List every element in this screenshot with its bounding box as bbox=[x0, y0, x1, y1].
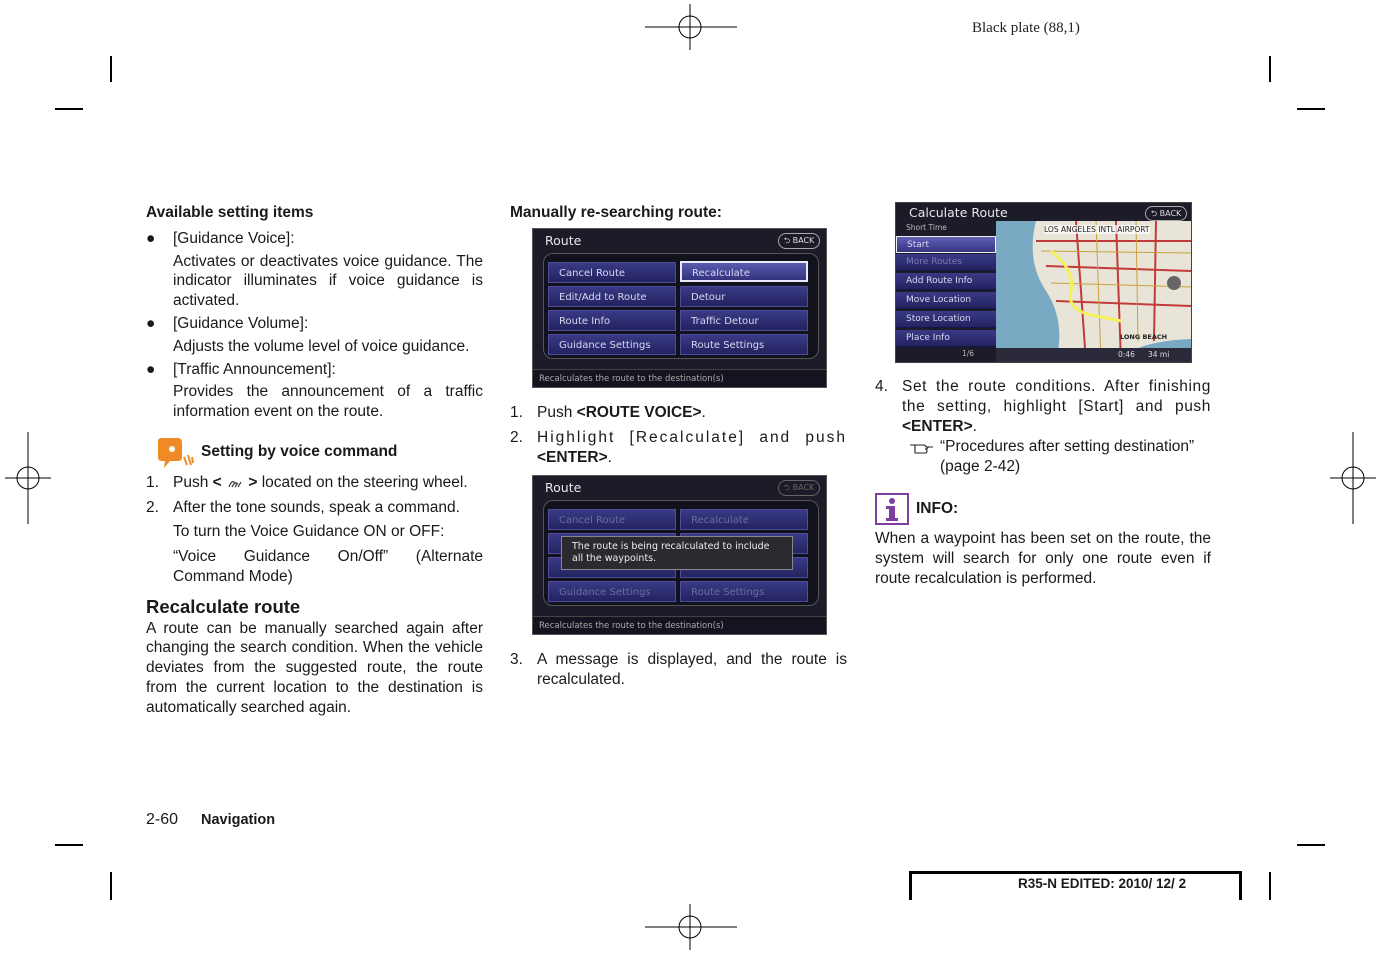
cancel-route-button[interactable]: Cancel Route bbox=[548, 509, 676, 530]
list-item: ● [Guidance Voice]: bbox=[146, 229, 295, 247]
step-2: 2. After the tone sounds, speak a command. bbox=[146, 498, 460, 516]
reference: “Procedures after setting destination” (page 2-42) bbox=[875, 437, 1211, 477]
info-icon bbox=[875, 493, 909, 525]
calculate-route-screen bbox=[895, 202, 1192, 363]
traffic-detour-button[interactable]: Traffic Detour bbox=[680, 310, 808, 331]
start-button[interactable]: Start bbox=[896, 236, 996, 253]
menu-panel bbox=[543, 253, 819, 359]
step-2: 2. Highlight [Recalculate] and push <ENTER>. bbox=[510, 428, 847, 466]
edit-route-button[interactable]: Edit/Add to Route bbox=[548, 286, 676, 307]
recalculate-button[interactable]: Recalculate bbox=[680, 509, 808, 530]
back-button[interactable]: ⮌ BACK bbox=[778, 480, 820, 496]
back-button[interactable]: ⮌ BACK bbox=[1145, 206, 1187, 221]
section-name: Navigation bbox=[201, 812, 276, 828]
plate-label: Black plate (88,1) bbox=[972, 20, 1080, 36]
page-number: 2-60 bbox=[146, 811, 179, 828]
left-column bbox=[146, 203, 483, 422]
more-routes-button[interactable]: More Routes bbox=[896, 254, 996, 271]
step-3: 3. A message is displayed, and the route is recalculated. bbox=[510, 651, 847, 688]
recalc-heading: Recalculate route bbox=[146, 595, 301, 617]
info-heading: INFO: bbox=[916, 500, 959, 517]
step-1: 1. Push < > located on the steering wheel. bbox=[146, 473, 468, 491]
edit-stamp: R35-N EDITED: 2010/ 12/ 2 bbox=[1018, 876, 1187, 891]
registration-mark-right bbox=[1330, 432, 1376, 524]
voice-para-1: To turn the Voice Guidance ON or OFF: bbox=[173, 523, 445, 541]
item-description: Provides the announcement of a traffic information event on the route. bbox=[173, 383, 483, 421]
info-text: When a waypoint has been set on the route, the system will search for only one route even if route recalculation is performed. bbox=[875, 530, 1211, 587]
route-screen-2 bbox=[532, 475, 827, 635]
store-location-button[interactable]: Store Location bbox=[896, 311, 996, 328]
detour-button[interactable]: Detour bbox=[680, 286, 808, 307]
registration-mark-left bbox=[5, 432, 51, 524]
route-settings-button[interactable]: Route Settings bbox=[680, 334, 808, 355]
recalculate-button[interactable]: Recalculate bbox=[680, 261, 808, 282]
screen-title: Route bbox=[545, 480, 582, 495]
step-1: 1. Push <ROUTE VOICE>. bbox=[510, 404, 706, 421]
talk-switch-icon bbox=[226, 475, 244, 489]
right-steps bbox=[875, 377, 1211, 477]
add-route-info-button[interactable]: Add Route Info bbox=[896, 273, 996, 290]
pointing-hand-icon bbox=[909, 441, 935, 455]
voice-section bbox=[146, 442, 483, 718]
available-heading: Available setting items bbox=[146, 204, 314, 221]
status-bar: Recalculates the route to the destination(s) bbox=[533, 616, 826, 634]
screen-title: Calculate Route bbox=[909, 205, 1008, 220]
middle-steps bbox=[510, 403, 847, 467]
move-location-button[interactable]: Move Location bbox=[896, 292, 996, 309]
route-type: Short Time bbox=[906, 223, 947, 232]
guidance-settings-button[interactable]: Guidance Settings bbox=[548, 334, 676, 355]
cancel-route-button[interactable]: Cancel Route bbox=[548, 262, 676, 283]
route-info-button[interactable]: Route Info bbox=[548, 310, 676, 331]
registration-mark-top bbox=[645, 4, 737, 50]
voice-para-2: “Voice Guidance On/Off” (Alternate Command Mode) bbox=[173, 548, 483, 585]
step-4: 4. Set the route conditions. After finishing the setting, highlight [Start] and push <ENTER>. bbox=[875, 378, 1211, 435]
back-button[interactable]: ⮌ BACK bbox=[778, 233, 820, 249]
route-distance: 34 mi bbox=[1148, 350, 1170, 359]
route-screen-1 bbox=[532, 228, 827, 388]
list-item: ● [Traffic Announcement]: bbox=[146, 360, 336, 378]
item-description: Activates or deactivates voice guidance. The indicator illuminates if voice guidance is activated. bbox=[173, 252, 483, 310]
page-indicator: 1/6 bbox=[962, 349, 975, 358]
middle-step-3 bbox=[510, 650, 847, 690]
middle-heading: Manually re-searching route: bbox=[510, 204, 722, 221]
item-description: Adjusts the volume level of voice guidance. bbox=[173, 337, 470, 355]
list-item: ● [Guidance Volume]: bbox=[146, 314, 309, 332]
map-label: LOS ANGELES INTL AIRPORT bbox=[1044, 225, 1150, 234]
registration-mark-bottom bbox=[645, 904, 737, 950]
map-label-city: LONG BEACH bbox=[1120, 333, 1168, 341]
guidance-settings-button[interactable]: Guidance Settings bbox=[548, 581, 676, 602]
status-bar: Recalculates the route to the destination(s) bbox=[533, 369, 826, 387]
route-time: 0:46 bbox=[1118, 350, 1135, 359]
recalculating-message: The route is being recalculated to include all the waypoints. bbox=[561, 536, 793, 570]
voice-heading: Setting by voice command bbox=[201, 443, 398, 460]
route-settings-button[interactable]: Route Settings bbox=[680, 581, 808, 602]
screen-title: Route bbox=[545, 233, 582, 248]
recalc-text: A route can be manually searched again after changing the search condition. When the vehicle deviates from the suggested route, the route from the current location to the destination is automatically searched again. bbox=[146, 619, 483, 716]
place-info-button[interactable]: Place Info bbox=[896, 330, 996, 347]
